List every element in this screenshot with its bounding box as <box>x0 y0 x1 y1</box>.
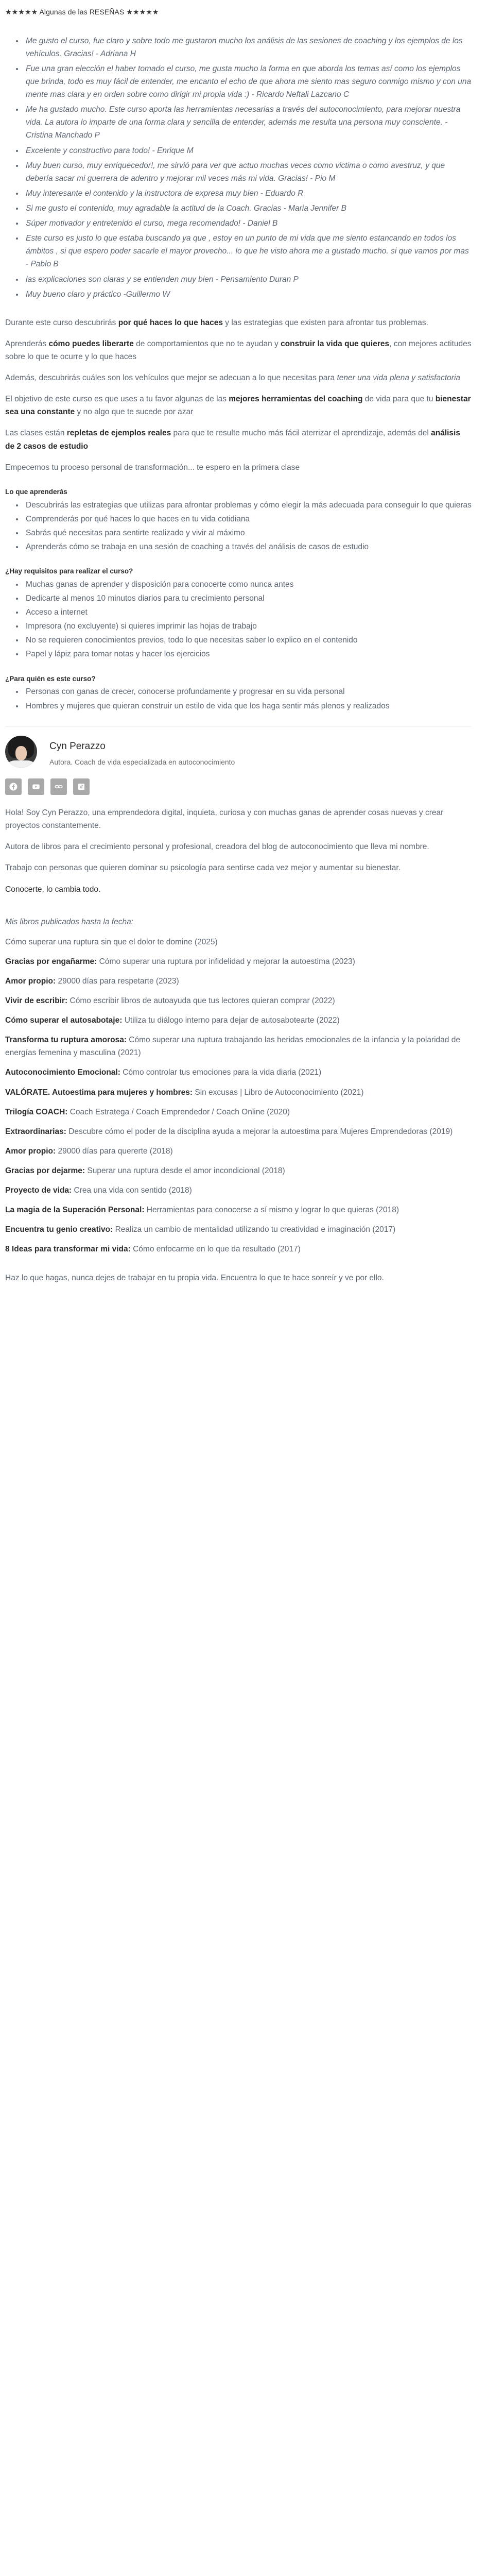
review-item: • Excelente y constructivo para todo! - Enrique M <box>24 144 472 157</box>
learn-item: • Descubrirás las estrategias que utilizas para afrontar problemas y cómo elegir la más adecuada para conseguir lo que quieras <box>24 499 472 512</box>
requirement-item: • Dedicarte al menos 10 minutos diarios para tu crecimiento personal <box>24 592 472 605</box>
book-item: La magia de la Superación Personal: Herramientas para conocerse a sí mismo y lograr lo que quieras (2018) <box>5 1206 399 1215</box>
intro-paragraph-2: Aprenderás cómo puedes liberarte de comportamientos que no te ayudan y construir la vida que quieres, con mejores actitudes sobre lo que te ocurre y lo que haces <box>5 339 472 361</box>
intro-paragraph-3: Además, descubrirás cuáles son los vehículos que mejor se adecuan a lo que necesitas para tener una vida plena y satisfactoria <box>5 374 461 383</box>
audience-item: • Hombres y mujeres que quieran construir un estilo de vida que los haga sentir más plenos y realizados <box>24 700 472 713</box>
bio-paragraph-3: Trabajo con personas que quieren dominar su psicología para sentirse cada vez mejor y aumentar su bienestar. <box>5 863 401 873</box>
learn-item: • Sabrás qué necesitas para sentirte realizado y vivir al máximo <box>24 527 472 539</box>
review-item: • Este curso es justo lo que estaba buscando ya que , estoy en un punto de mi vida que me siento estancando en todos los ámbitos , si que espero poder sacarle el mayor provecho... lo que he visto ahora me a gustado mucho. si que vamos por mas - Pablo B <box>24 232 472 270</box>
audience-list <box>5 685 472 712</box>
audience-item: • Personas con ganas de crecer, conocerse profundamente y progresar en su vida personal <box>24 685 472 698</box>
requirement-item: • Papel y lápiz para tomar notas y hacer los ejercicios <box>24 648 472 660</box>
book-item: Amor propio: 29000 días para quererte (2018) <box>5 1146 173 1156</box>
bio-paragraph-2: Autora de libros para el crecimiento personal y profesional, creadora del blog de autoconocimiento que lleva mi nombre. <box>5 842 429 852</box>
books-title: Mis libros publicados hasta la fecha: <box>5 917 133 926</box>
requirement-item: • Acceso a internet <box>24 606 472 619</box>
avatar[interactable] <box>5 736 37 768</box>
learn-item: • Comprenderás por qué haces lo que haces en tu vida cotidiana <box>24 513 472 526</box>
learn-item: • Aprenderás cómo se trabaja en una sesión de coaching a través del análisis de casos de estudio <box>24 540 472 553</box>
review-item: • Si me gusto el contenido, muy agradable la actitud de la Coach. Gracias - Maria Jennifer B <box>24 202 472 215</box>
book-item: Extraordinarias: Descubre cómo el poder de la disciplina ayuda a mejorar la autoestima para Mujeres Emprendedoras (2019) <box>5 1127 453 1136</box>
requirement-item: • Muchas ganas de aprender y disposición para conocerte como nunca antes <box>24 578 472 591</box>
book-item: Proyecto de vida: Crea una vida con sentido (2018) <box>5 1186 192 1195</box>
learn-list <box>5 499 472 553</box>
book-item: 8 Ideas para transformar mi vida: Cómo enfocarme en lo que da resultado (2017) <box>5 1245 301 1254</box>
author-role: Autora. Coach de vida especializada en autoconocimiento <box>49 758 235 767</box>
author-name[interactable]: Cyn Perazzo <box>49 740 106 752</box>
review-item: • Muy bueno claro y práctico -Guillermo W <box>24 288 472 301</box>
youtube-icon[interactable] <box>28 778 44 795</box>
reviews-heading: ★★★★★ Algunas de las RESEÑAS ★★★★★ <box>5 8 159 16</box>
book-item: Vivir de escribir: Cómo escribir libros de autoayuda que tus lectores quieran comprar (2022) <box>5 996 335 1006</box>
book-item: Trilogía COACH: Coach Estratega / Coach Emprendedor / Coach Online (2020) <box>5 1107 290 1116</box>
book-item: Amor propio: 29000 días para respetarte (2023) <box>5 976 179 986</box>
intro-paragraph-1: Durante este curso descubrirás por qué haces lo que haces y las estrategias que existen para afrontar tus problemas. <box>5 318 428 327</box>
author-card <box>5 736 472 768</box>
course-description <box>0 0 477 1284</box>
intro-paragraph-6: Empecemos tu proceso personal de transformación... te espero en la primera clase <box>5 463 300 472</box>
book-item: Cómo superar una ruptura sin que el dolor te domine (2025) <box>5 937 218 946</box>
review-item: • las explicaciones son claras y se entienden muy bien - Pensamiento Duran P <box>24 273 472 286</box>
bio-paragraph-4: Conocerte, lo cambia todo. <box>5 885 101 894</box>
review-item: • Fue una gran elección el haber tomado el curso, me gusta mucho la forma en que aborda los temas así como los ejemplos que brinda, todo es muy fácil de entender, me encanto el echo de que ahora me siento mas seguro conmigo mismo y con una mente mas clara y en orden sobre como dirigir mi propia vida :) - Ricardo Neftali Lazcano C <box>24 62 472 101</box>
book-item: Autoconocimiento Emocional: Cómo controlar tus emociones para la vida diaria (2021) <box>5 1068 322 1077</box>
books-list <box>5 936 472 1256</box>
review-item: • Me gusto el curso, fue claro y sobre todo me gustaron mucho los análisis de las sesiones de coaching y los ejemplos de los vehículos. Gracias! - Adriana H <box>24 35 472 60</box>
facebook-icon[interactable] <box>5 778 22 795</box>
book-item: Transforma tu ruptura amorosa: Cómo superar una ruptura trabajando las heridas emocionales de la infancia y la polaridad de energías femenina y masculina (2021) <box>5 1036 460 1058</box>
requirement-item: • Impresora (no excluyente) si quieres imprimir las hojas de trabajo <box>24 620 472 633</box>
intro-paragraph-5: Las clases están repletas de ejemplos reales para que te resulte mucho más fácil aterrizar el aprendizaje, además del análisis de 2 casos de estudio <box>5 429 460 451</box>
requirements-title: ¿Hay requisitos para realizar el curso? <box>5 567 133 575</box>
requirements-list <box>5 578 472 661</box>
review-item: • Muy buen curso, muy enriquecedor!, me sirvió para ver que actuo muchas veces como victima o como avestruz, y que debería sacar mi guerrera de adentro y mejorar mil veces más mi vida. Gracias! - Pio M <box>24 159 472 185</box>
review-item: • Me ha gustado mucho. Este curso aporta las herramientas necesarias a través del autoconocimiento, para mejorar nuestra vida. La autora lo imparte de una forma clara y sencilla de entender, además me resulta una persona muy consciente. - Cristina Manchado P <box>24 103 472 142</box>
link-icon[interactable] <box>50 778 67 795</box>
book-item: Encuentra tu genio creativo: Realiza un cambio de mentalidad utilizando tu creatividad e imaginación (2017) <box>5 1225 396 1234</box>
closing-paragraph: Haz lo que hagas, nunca dejes de trabajar en tu propia vida. Encuentra lo que te hace sonreír y ve por ello. <box>5 1273 384 1282</box>
review-item: • Súper motivador y entretenido el curso, mega recomendado! - Daniel B <box>24 217 472 230</box>
audience-title: ¿Para quién es este curso? <box>5 674 96 683</box>
book-item: Gracias por engañarme: Cómo superar una ruptura por infidelidad y mejorar la autoestima (2023) <box>5 957 355 966</box>
requirement-item: • No se requieren conocimientos previos, todo lo que necesitas saber lo explico en el contenido <box>24 634 472 647</box>
review-item: • Muy interesante el contenido y la instructora de expresa muy bien - Eduardo R <box>24 187 472 200</box>
learn-title: Lo que aprenderás <box>5 487 67 496</box>
book-item: Cómo superar el autosabotaje: Utiliza tu diálogo interno para dejar de autosabotearte (2022) <box>5 1016 340 1025</box>
book-item: Gracias por dejarme: Superar una ruptura desde el amor incondicional (2018) <box>5 1166 285 1176</box>
intro-paragraph-4: El objetivo de este curso es que uses a tu favor algunas de las mejores herramientas del coaching de vida para que tu bienestar sea una constante y no algo que te sucede por azar <box>5 395 471 417</box>
book-item: VALÓRATE. Autoestima para mujeres y hombres: Sin excusas | Libro de Autoconocimiento (2021) <box>5 1088 364 1097</box>
bio-paragraph-1: Hola! Soy Cyn Perazzo, una emprendedora digital, inquieta, curiosa y con muchas ganas de aprender cosas nuevas y crear proyectos constantemente. <box>5 808 444 831</box>
reviews-list <box>5 35 472 301</box>
social-links <box>5 778 472 795</box>
tiktok-icon[interactable] <box>73 778 90 795</box>
